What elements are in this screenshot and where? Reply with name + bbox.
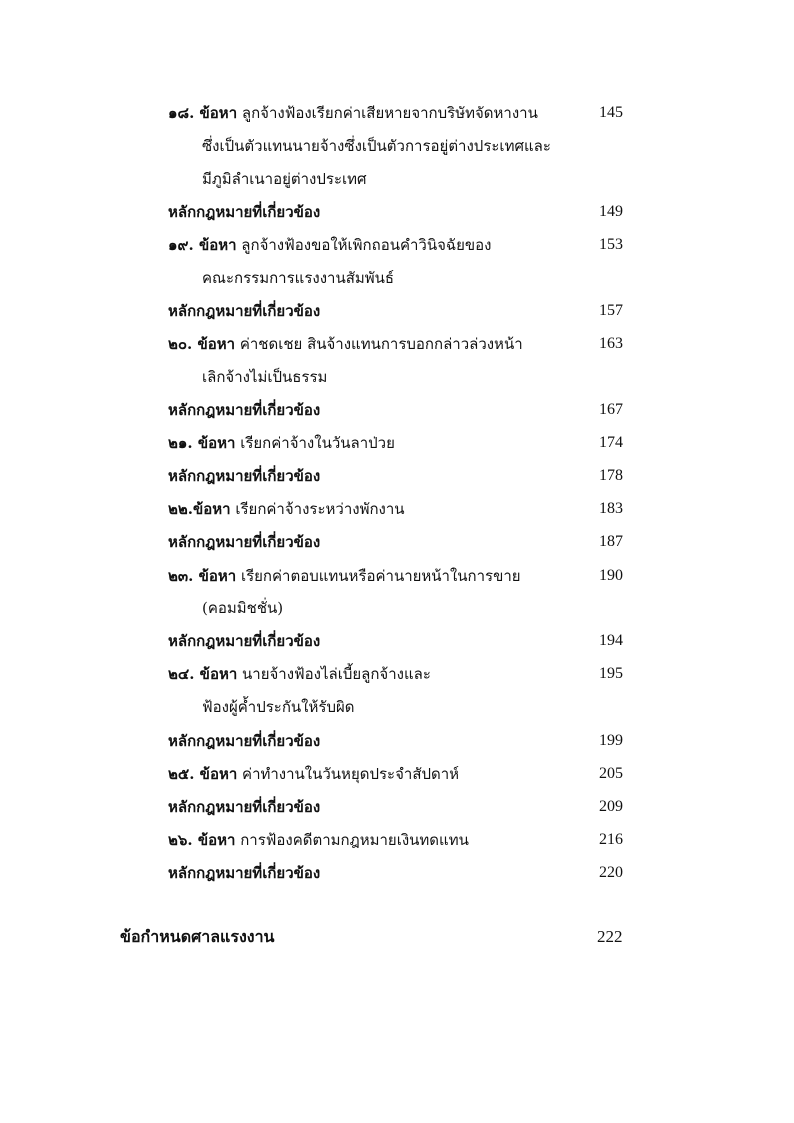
entry-title: หลักกฎหมายที่เกี่ยวข้อง — [168, 798, 321, 816]
toc-entry-continuation — [0, 595, 794, 621]
entry-title: หลักกฎหมายที่เกี่ยวข้อง — [168, 533, 321, 551]
toc-entry-continuation — [0, 694, 794, 720]
entry-title: ซึ่งเป็นตัวแทนนายจ้างซึ่งเป็นตัวการอยู่ต่างประเทศและ — [202, 137, 551, 155]
entry-title: หลักกฎหมายที่เกี่ยวข้อง — [168, 401, 321, 419]
page-number: 190 — [599, 567, 623, 584]
toc-entry-legal-principles — [0, 728, 794, 754]
page-number: 195 — [599, 665, 623, 682]
toc-entry-legal-principles — [0, 199, 794, 225]
toc-entry-25 — [0, 761, 794, 787]
entry-title: หลักกฎหมายที่เกี่ยวข้อง — [168, 732, 321, 750]
entry-label: ๒๖. ข้อหา — [168, 831, 236, 849]
entry-title: มีภูมิลำเนาอยู่ต่างประเทศ — [202, 170, 367, 188]
entry-title: หลักกฎหมายที่เกี่ยวข้อง — [168, 302, 321, 320]
entry-title: เรียกค่าตอบแทนหรือค่านายหน้าในการขาย — [236, 567, 521, 585]
page-number: 149 — [599, 203, 623, 220]
page-number: 209 — [599, 798, 623, 815]
entry-title: เรียกค่าจ้างระหว่างพักงาน — [230, 500, 405, 518]
entry-label: ๒๓. ข้อหา — [168, 567, 237, 585]
toc-entry-24 — [0, 661, 794, 687]
page-number: 167 — [599, 401, 623, 418]
section-title: ข้อกำหนดศาลแรงงาน — [120, 927, 275, 946]
entry-label: ๒๒.ข้อหา — [168, 500, 231, 518]
page-number: 153 — [599, 236, 623, 253]
page-number: 157 — [599, 302, 623, 319]
toc-entry-legal-principles — [0, 298, 794, 324]
toc-entry-18 — [0, 100, 794, 126]
entry-label: ๒๕. ข้อหา — [168, 765, 238, 783]
page-number: 220 — [599, 864, 623, 881]
entry-label: ๒๑. ข้อหา — [168, 434, 236, 452]
entry-title: ลูกจ้างฟ้องขอให้เพิกถอนคำวินิจฉัยของ — [236, 236, 492, 254]
toc-entry-21 — [0, 430, 794, 456]
toc-entry-22 — [0, 496, 794, 522]
toc-entry-legal-principles — [0, 794, 794, 820]
page-number: 222 — [597, 927, 623, 946]
entry-title: ลูกจ้างฟ้องเรียกค่าเสียหายจากบริษัทจัดหางาน — [237, 104, 538, 122]
page-number: 174 — [599, 434, 623, 451]
entry-title: หลักกฎหมายที่เกี่ยวข้อง — [168, 864, 321, 882]
toc-entry-continuation — [0, 133, 794, 159]
page-number: 194 — [599, 632, 623, 649]
entry-title: หลักกฎหมายที่เกี่ยวข้อง — [168, 203, 321, 221]
entry-title: ฟ้องผู้ค้ำประกันให้รับผิด — [202, 698, 355, 716]
toc-entry-20 — [0, 331, 794, 357]
toc-entry-continuation — [0, 265, 794, 291]
entry-label: ๒๔. ข้อหา — [168, 665, 238, 683]
entry-title: คณะกรรมการแรงงานสัมพันธ์ — [202, 269, 395, 287]
toc-entry-legal-principles — [0, 628, 794, 654]
entry-title: หลักกฎหมายที่เกี่ยวข้อง — [168, 632, 321, 650]
page-number: 163 — [599, 335, 623, 352]
page-number: 216 — [599, 831, 623, 848]
page-number: 178 — [599, 467, 623, 484]
entry-title: ค่าชดเชย สินจ้างแทนการบอกกล่าวล่วงหน้า — [235, 335, 523, 353]
toc-section-labour-court-rules — [0, 924, 794, 950]
entry-title: เลิกจ้างไม่เป็นธรรม — [202, 368, 328, 386]
toc-entry-legal-principles — [0, 529, 794, 555]
toc-entry-legal-principles — [0, 397, 794, 423]
entry-title: หลักกฎหมายที่เกี่ยวข้อง — [168, 467, 321, 485]
entry-title: การฟ้องคดีตามกฎหมายเงินทดแทน — [235, 831, 469, 849]
page-number: 145 — [599, 104, 623, 121]
page-number: 199 — [599, 732, 623, 749]
page-number: 183 — [599, 500, 623, 517]
entry-title: ค่าทำงานในวันหยุดประจำสัปดาห์ — [237, 765, 460, 783]
entry-label: ๒๐. ข้อหา — [168, 335, 236, 353]
entry-title: เรียกค่าจ้างในวันลาป่วย — [235, 434, 395, 452]
entry-title: (คอมมิชชั่น) — [202, 599, 284, 617]
toc-entry-legal-principles — [0, 463, 794, 489]
toc-entry-continuation — [0, 166, 794, 192]
entry-title: นายจ้างฟ้องไล่เบี้ยลูกจ้างและ — [237, 665, 431, 683]
toc-entry-26 — [0, 827, 794, 853]
toc-entry-23 — [0, 563, 794, 589]
toc-entry-continuation — [0, 364, 794, 390]
toc-entry-19 — [0, 232, 794, 258]
entry-label: ๑๘. ข้อหา — [168, 104, 238, 122]
page-number: 205 — [599, 765, 623, 782]
entry-label: ๑๙. ข้อหา — [168, 236, 237, 254]
toc-entry-legal-principles — [0, 860, 794, 886]
page-number: 187 — [599, 533, 623, 550]
